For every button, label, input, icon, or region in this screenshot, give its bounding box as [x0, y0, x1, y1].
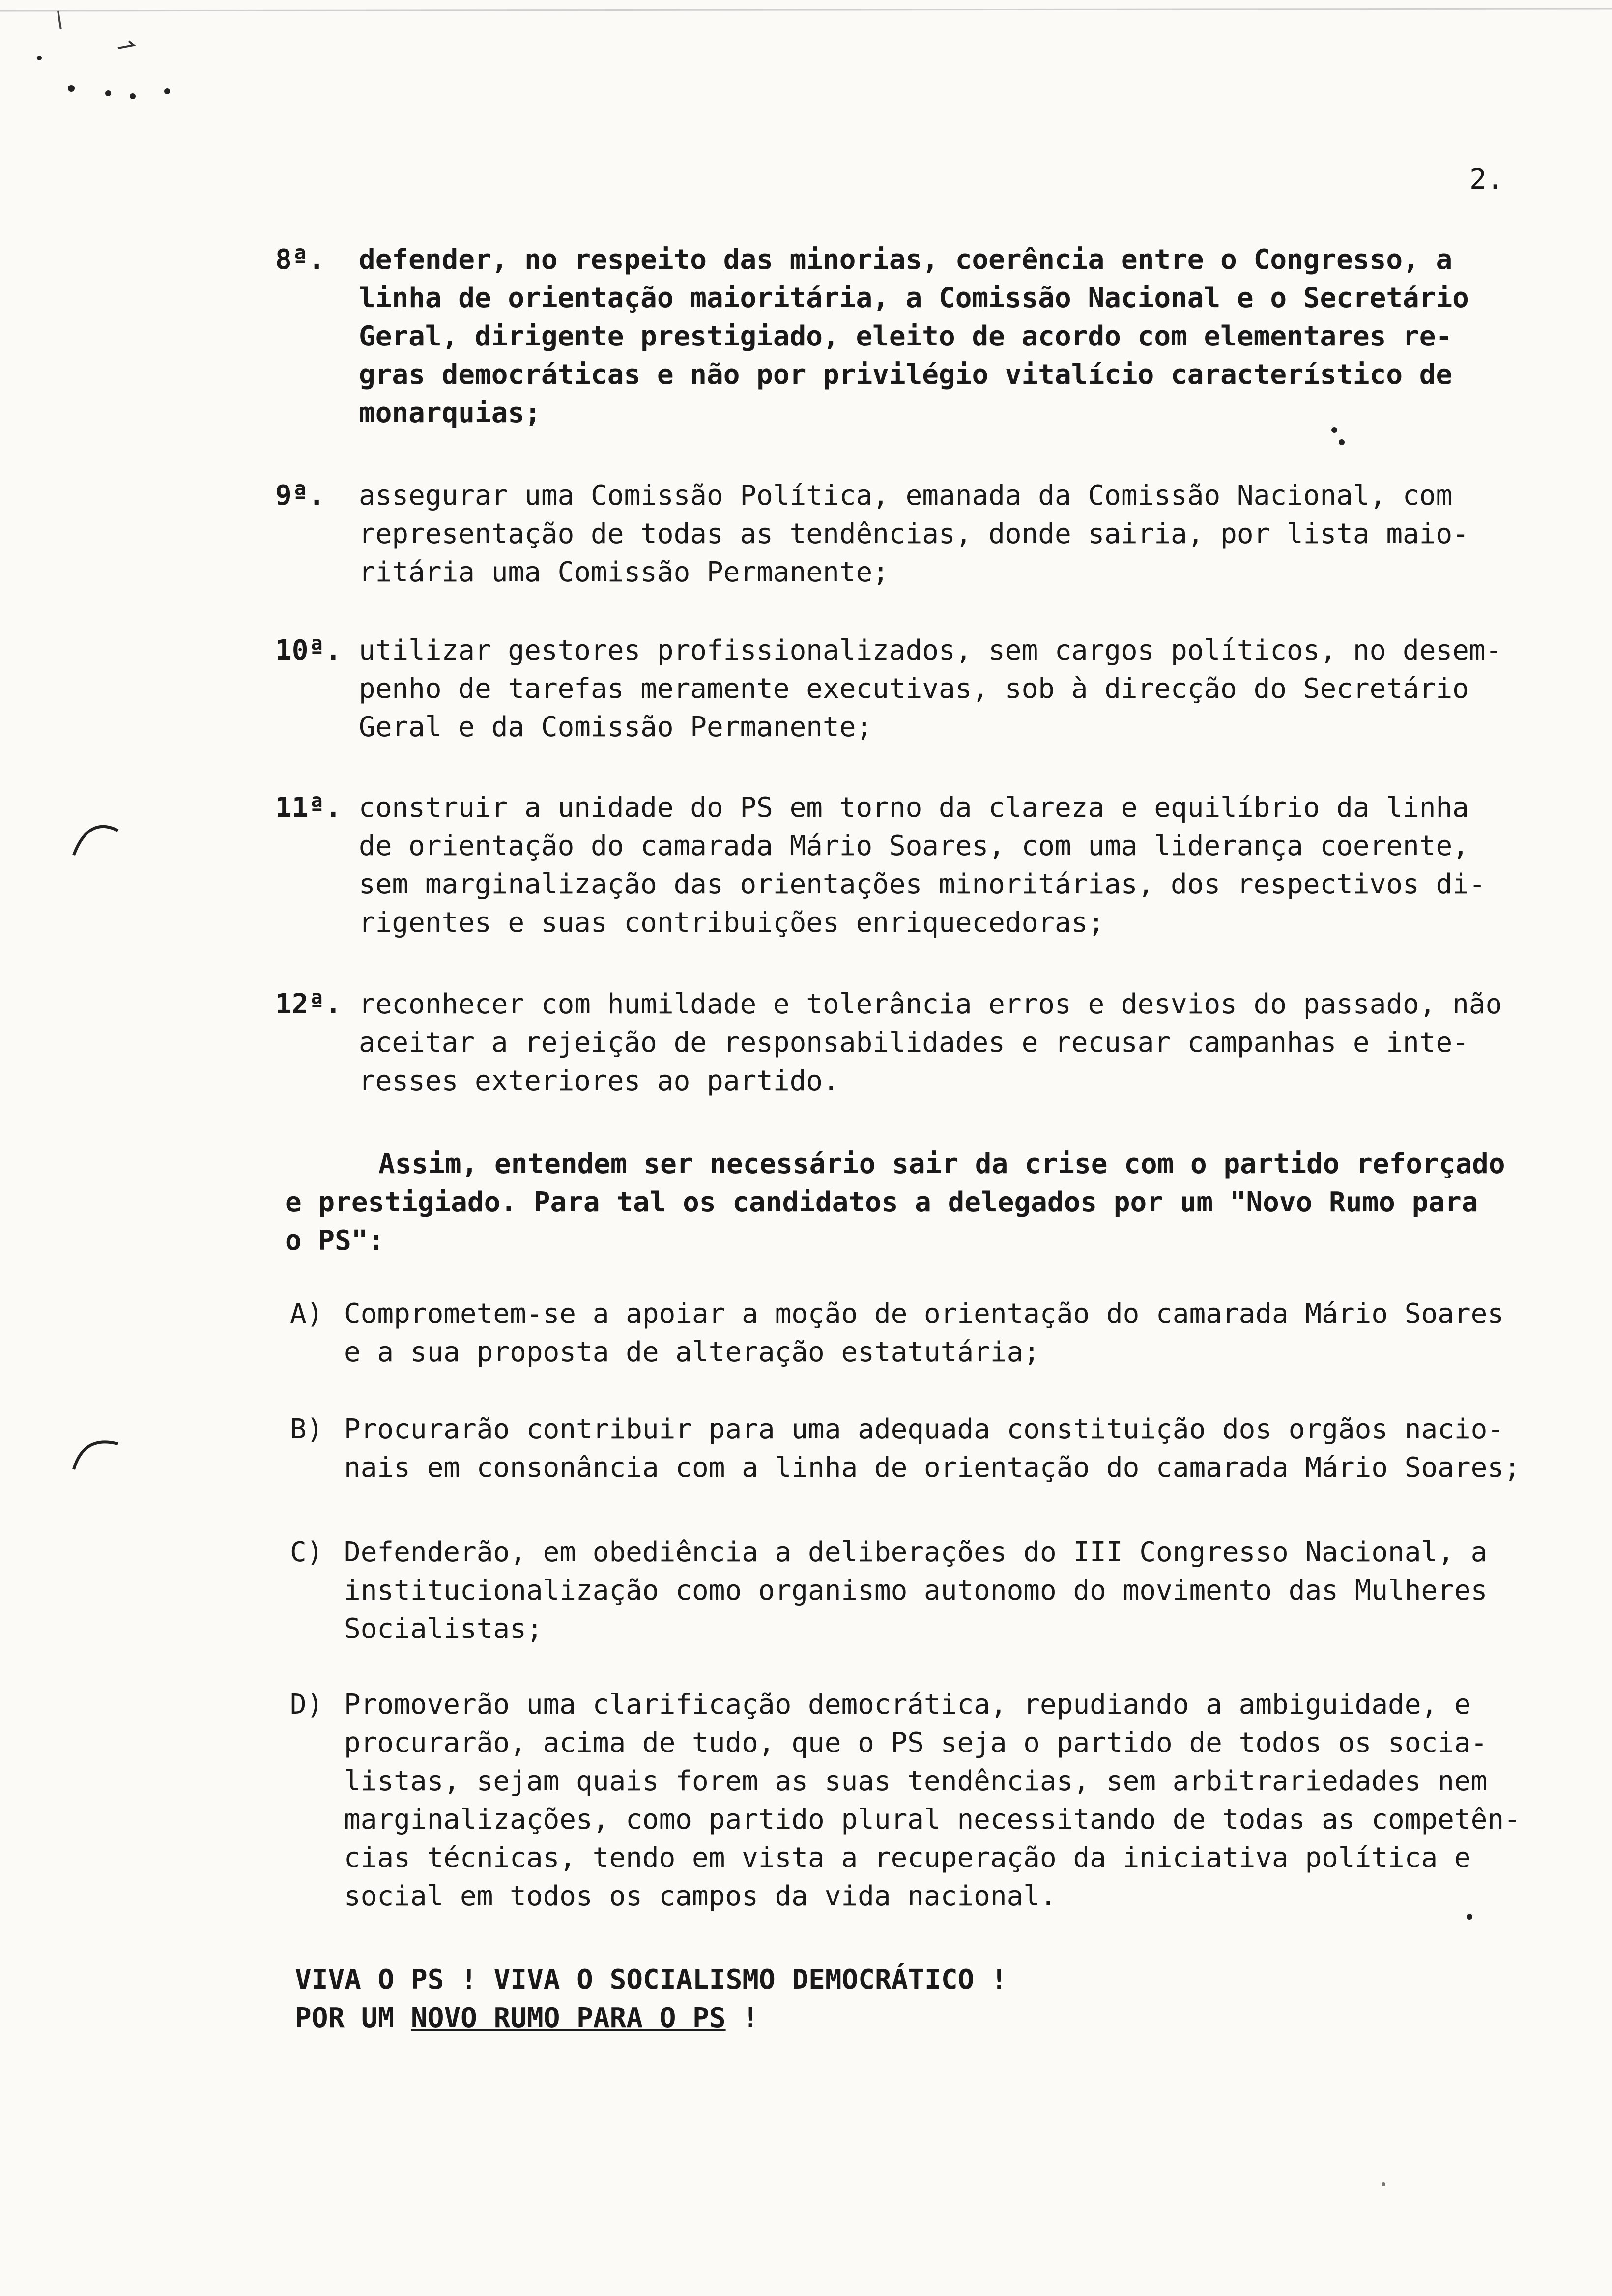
lettered-item	[290, 1295, 1578, 1372]
slogan-prefix: POR UM	[295, 2002, 411, 2034]
item-text: defender, no respeito das minorias, coerência entre o Congresso, a linha de orientação maioritária, a Comissão Nacional e o Secretário Geral, dirigente prestigiado, eleito de acordo com elementares re- gras democráticas e não por privilégio vitalício característico de monarquias;	[359, 244, 1469, 429]
slogan-line	[295, 1999, 1008, 2038]
numbered-item	[275, 477, 1563, 592]
item-number: 8ª.	[275, 244, 325, 276]
page-number: 2.	[1469, 162, 1504, 196]
numbered-item	[275, 241, 1563, 432]
numbered-item	[275, 985, 1563, 1100]
item-text: construir a unidade do PS em torno da clareza e equilíbrio da linha de orientação do camarada Mário Soares, com uma liderança coerente, sem marginalização das orientações minoritárias, dos respectivos di- rigentes e suas contribuições enriquecedoras;	[359, 792, 1486, 939]
item-number: 10ª.	[275, 634, 342, 666]
numbered-item	[275, 789, 1563, 942]
item-text: reconhecer com humildade e tolerância erros e desvios do passado, não aceitar a rejeição de responsabilidades e recusar campanhas e inte- resses exteriores ao partido.	[359, 988, 1502, 1097]
punch-hole-mark	[69, 811, 123, 860]
item-text: Defenderão, em obediência a deliberações do III Congresso Nacional, a institucionalização como organismo autonomo do movimento das Mulheres Socialistas;	[344, 1536, 1488, 1645]
punch-hole-mark	[69, 1425, 123, 1474]
item-text: Promoverão uma clarificação democrática, repudiando a ambiguidade, e procurarão, acima de tudo, que o PS seja o partido de todos os socia- listas, sejam quais forem as suas tendências, sem arbitrariedades nem marginalizações, como partido plural necessitando de todas as competên- cias técnicas, tendo em vista a recuperação da iniciativa política e social em todos os campos da vida nacional.	[344, 1689, 1521, 1912]
item-text: assegurar uma Comissão Política, emanada da Comissão Nacional, com representação de todas as tendências, donde sairia, por lista maio- ritária uma Comissão Permanente;	[359, 480, 1469, 588]
lettered-item	[290, 1533, 1578, 1648]
slogan-line: VIVA O PS ! VIVA O SOCIALISMO DEMOCRÁTICO !	[295, 1964, 1008, 1996]
item-letter: B)	[290, 1413, 323, 1445]
body-paragraph	[285, 1145, 1573, 1260]
item-number: 9ª.	[275, 480, 325, 512]
item-letter: A)	[290, 1298, 323, 1330]
closing-slogan	[295, 1961, 1008, 2038]
lettered-item	[290, 1410, 1578, 1487]
lettered-item	[290, 1686, 1578, 1916]
item-number: 11ª.	[275, 792, 342, 824]
item-text: Procurarão contribuir para uma adequada constituição dos orgãos nacio- nais em consonância com a linha de orientação do camarada Mário Soares;	[344, 1413, 1521, 1484]
slogan-suffix: !	[725, 2002, 759, 2034]
item-letter: C)	[290, 1536, 323, 1568]
item-number: 12ª.	[275, 988, 342, 1020]
numbered-item	[275, 631, 1563, 746]
item-letter: D)	[290, 1689, 323, 1721]
paragraph-text: Assim, entendem ser necessário sair da crise com o partido reforçado e prestigiado. Para tal os candidatos a delegados por um "Novo Rumo para o PS":	[285, 1148, 1505, 1257]
slogan-underlined: NOVO RUMO PARA O PS	[411, 2002, 726, 2034]
item-text: Comprometem-se a apoiar a moção de orientação do camarada Mário Soares e a sua proposta de alteração estatutária;	[344, 1298, 1504, 1368]
item-text: utilizar gestores profissionalizados, sem cargos políticos, no desem- penho de tarefas meramente executivas, sob à direcção do Secretário Geral e da Comissão Permanente;	[359, 634, 1502, 743]
